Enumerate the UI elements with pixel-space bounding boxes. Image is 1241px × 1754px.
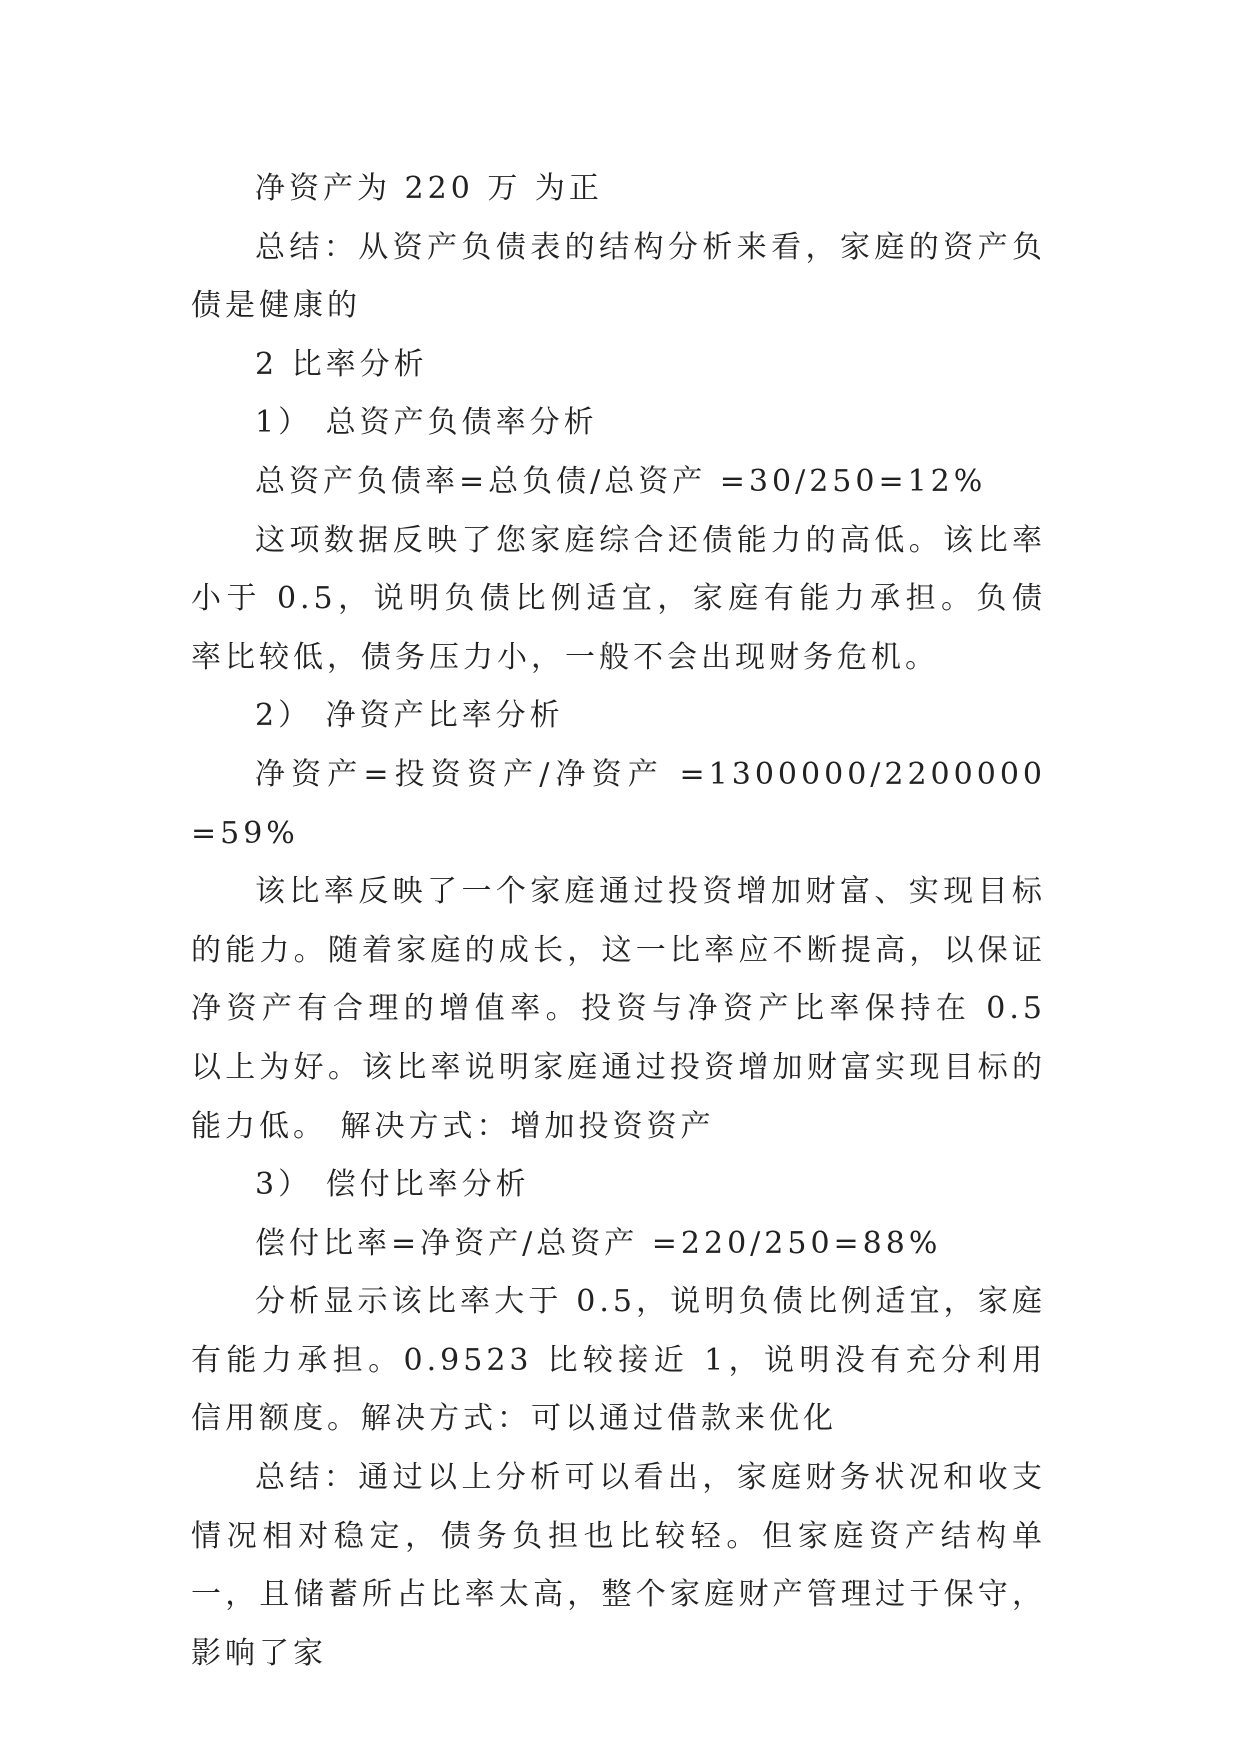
explanation-total-debt-ratio: 这项数据反映了您家庭综合还债能力的高低。该比率小于 0.5，说明负债比例适宜，家庭有能力承担。负债率比较低，债务压力小，一般不会出现财务危机。 xyxy=(191,522,1046,675)
formula-net-asset-ratio: 净资产=投资资产/净资产 =1300000/2200000=59% xyxy=(191,756,1046,851)
net-assets-line: 净资产为 220 万 为正 xyxy=(255,171,603,206)
document-body xyxy=(191,160,1046,1683)
subheading-total-debt-ratio: 1） 总资产负债率分析 xyxy=(255,405,598,441)
final-summary: 总结：通过以上分析可以看出，家庭财务状况和收支情况相对稳定，债务负担也比较轻。但家庭资产结构单一，且储蓄所占比率太高，整个家庭财产管理过于保守，影响了家 xyxy=(191,1460,1046,1671)
section-heading-ratio-analysis: 2 比率分析 xyxy=(255,346,428,382)
subheading-solvency-ratio: 3） 偿付比率分析 xyxy=(255,1167,530,1203)
explanation-solvency-ratio: 分析显示该比率大于 0.5，说明负债比例适宜，家庭有能力承担。0.9523 比较接近 1，说明没有充分利用信用额度。解决方式：可以通过借款来优化 xyxy=(191,1284,1046,1437)
balance-sheet-summary: 总结：从资产负债表的结构分析来看，家庭的资产负债是健康的 xyxy=(191,229,1046,324)
subheading-net-asset-ratio: 2） 净资产比率分析 xyxy=(255,698,564,734)
formula-total-debt-ratio: 总资产负债率=总负债/总资产 =30/250=12% xyxy=(255,463,987,499)
explanation-net-asset-ratio: 该比率反映了一个家庭通过投资增加财富、实现目标的能力。随着家庭的成长，这一比率应不断提高，以保证净资产有合理的增值率。投资与净资产比率保持在 0.5 以上为好。该比率说明家庭通过投资增加财富实现目标的能力低。 解决方式：增加投资资产 xyxy=(191,874,1046,1144)
formula-solvency-ratio: 偿付比率=净资产/总资产 =220/250=88% xyxy=(255,1225,942,1261)
